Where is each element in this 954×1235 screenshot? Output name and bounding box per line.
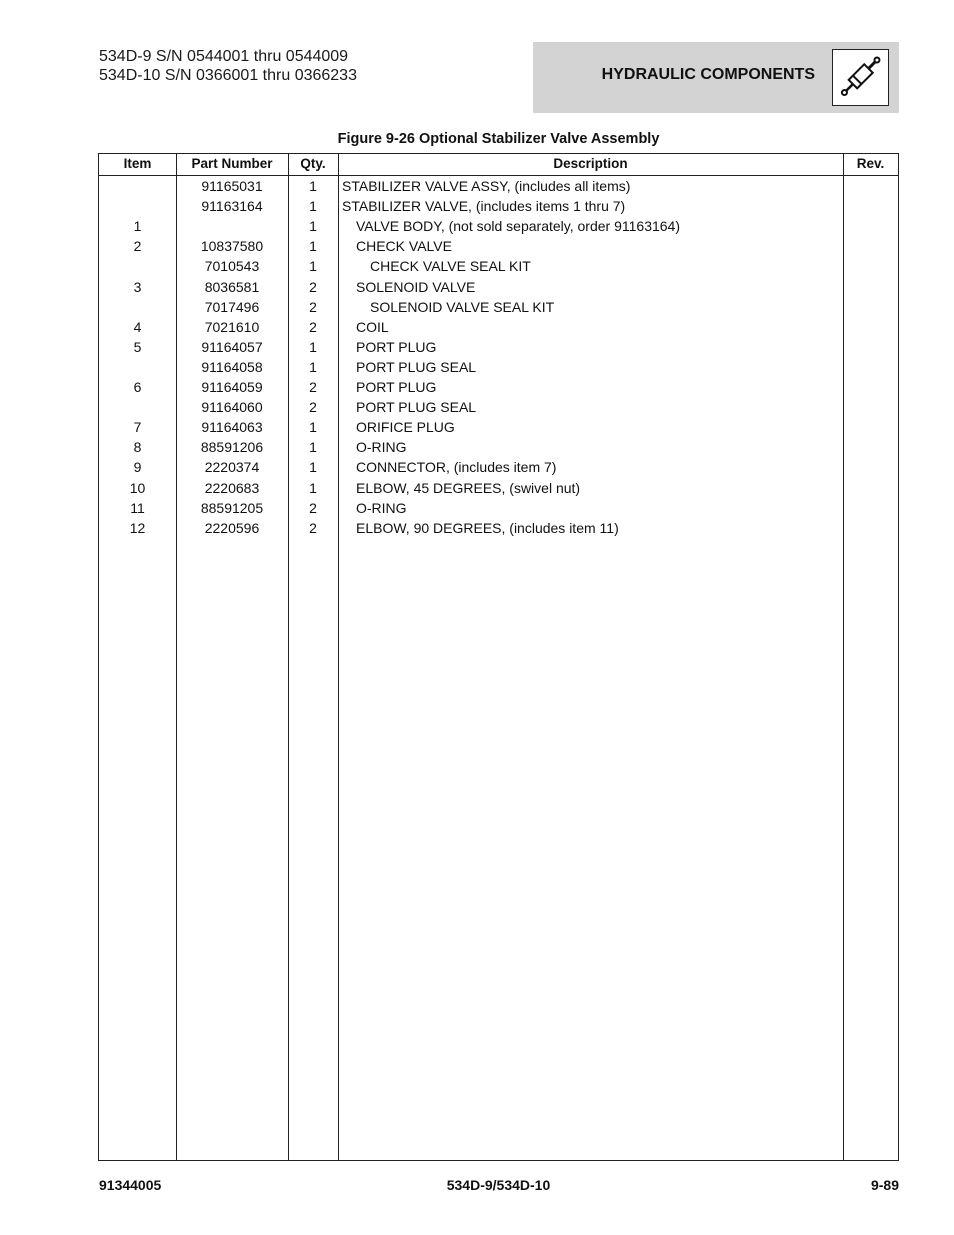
row-description: PORT PLUG SEAL — [356, 399, 477, 416]
row-quantity: 1 — [309, 198, 317, 215]
row-description: SOLENOID VALVE — [356, 278, 476, 295]
table-row — [99, 357, 898, 377]
row-quantity: 1 — [309, 178, 317, 194]
row-quantity: 1 — [309, 238, 317, 255]
row-part-number: 91164063 — [201, 419, 263, 436]
parts-table — [98, 153, 899, 1161]
row-item-number: 3 — [133, 278, 142, 295]
table-row — [99, 196, 898, 216]
row-part-number: 10837580 — [200, 238, 264, 255]
hydraulic-cylinder-icon — [832, 49, 889, 106]
row-quantity: 1 — [309, 218, 317, 235]
column-header-qty: Qty. — [300, 156, 326, 171]
row-description: CHECK VALVE — [356, 238, 452, 255]
row-part-number: 2220683 — [204, 479, 260, 496]
column-header-item: Item — [123, 156, 152, 171]
table-row — [99, 337, 898, 357]
row-description: CHECK VALVE SEAL KIT — [370, 258, 531, 275]
row-part-number: 88591206 — [200, 439, 264, 456]
row-description: CONNECTOR, (includes item 7) — [356, 459, 557, 476]
row-item-number: 12 — [129, 519, 146, 536]
table-row — [99, 397, 898, 417]
row-item-number: 8 — [133, 439, 142, 456]
footer-model: 534D-9/534D-10 — [446, 1177, 551, 1193]
table-row — [99, 478, 898, 498]
row-item-number: 10 — [129, 479, 146, 496]
row-description: ELBOW, 90 DEGREES, (includes item 11) — [356, 519, 619, 536]
row-description: ORIFICE PLUG — [356, 419, 455, 436]
row-quantity: 2 — [309, 318, 317, 335]
row-description: PORT PLUG — [356, 379, 437, 395]
serial-line-1: 534D-9 S/N 0544001 thru 0544009 — [99, 48, 349, 65]
row-part-number: 91164059 — [201, 379, 263, 395]
row-description: PORT PLUG SEAL — [356, 358, 477, 375]
row-item-number: 2 — [133, 238, 142, 255]
column-header-rev: Rev. — [856, 156, 885, 171]
column-header-part-number: Part Number — [191, 156, 273, 171]
row-quantity: 1 — [309, 479, 317, 496]
row-part-number: 88591205 — [200, 499, 264, 516]
row-quantity: 2 — [309, 379, 317, 395]
row-part-number: 7017496 — [204, 298, 260, 315]
row-quantity: 1 — [309, 258, 317, 275]
table-row — [99, 457, 898, 477]
serial-line-2: 534D-10 S/N 0366001 thru 0366233 — [99, 67, 357, 84]
row-item-number: 11 — [130, 499, 145, 516]
row-part-number: 2220374 — [204, 459, 260, 476]
row-description: ELBOW, 45 DEGREES, (swivel nut) — [356, 479, 581, 496]
table-row — [99, 256, 898, 276]
table-row — [99, 317, 898, 337]
table-row — [99, 498, 898, 518]
table-row — [99, 297, 898, 317]
row-quantity: 2 — [309, 278, 317, 295]
row-quantity: 1 — [309, 358, 317, 375]
row-part-number: 91164057 — [201, 338, 263, 355]
table-row — [99, 216, 898, 236]
table-row — [99, 236, 898, 256]
row-part-number: 91164060 — [201, 399, 263, 416]
row-description: STABILIZER VALVE ASSY, (includes all items) — [342, 178, 631, 194]
row-part-number: 2220596 — [204, 519, 260, 536]
table-row — [99, 277, 898, 297]
serial-numbers — [99, 47, 357, 85]
table-row — [99, 176, 898, 196]
table-row — [99, 377, 898, 397]
row-quantity: 1 — [309, 439, 317, 456]
figure-title: Figure 9-26 Optional Stabilizer Valve Assembly — [337, 131, 660, 147]
table-row — [99, 437, 898, 457]
section-title: HYDRAULIC COMPONENTS — [601, 66, 815, 83]
row-part-number: 8036581 — [204, 278, 260, 295]
row-description: SOLENOID VALVE SEAL KIT — [370, 298, 555, 315]
section-header — [533, 42, 899, 113]
row-quantity: 2 — [309, 499, 317, 516]
row-description: VALVE BODY, (not sold separately, order 91163164) — [356, 218, 681, 235]
row-item-number: 5 — [133, 338, 142, 355]
footer-doc-number: 91344005 — [99, 1177, 162, 1193]
row-item-number: 6 — [133, 379, 142, 395]
row-quantity: 1 — [309, 459, 317, 476]
row-item-number: 1 — [133, 218, 142, 235]
row-item-number: 9 — [133, 459, 142, 476]
column-header-description: Description — [553, 156, 628, 171]
row-quantity: 2 — [309, 519, 317, 536]
row-part-number: 7010543 — [204, 258, 260, 275]
row-item-number: 4 — [133, 318, 142, 335]
row-quantity: 1 — [309, 419, 317, 436]
row-part-number: 91163164 — [201, 198, 263, 215]
footer-page-number: 9-89 — [870, 1177, 899, 1193]
row-part-number: 7021610 — [204, 318, 260, 335]
row-description: PORT PLUG — [356, 338, 437, 355]
row-part-number: 91165031 — [201, 178, 263, 194]
row-quantity: 2 — [309, 298, 317, 315]
row-quantity: 2 — [309, 399, 317, 416]
row-description: COIL — [356, 318, 389, 335]
row-item-number: 7 — [133, 419, 142, 436]
table-row — [99, 417, 898, 437]
row-description: O-RING — [356, 499, 407, 516]
row-quantity: 1 — [309, 338, 317, 355]
row-description: O-RING — [356, 439, 407, 456]
row-part-number: 91164058 — [201, 358, 263, 375]
table-row — [99, 518, 898, 538]
row-description: STABILIZER VALVE, (includes items 1 thru 7) — [342, 198, 626, 215]
